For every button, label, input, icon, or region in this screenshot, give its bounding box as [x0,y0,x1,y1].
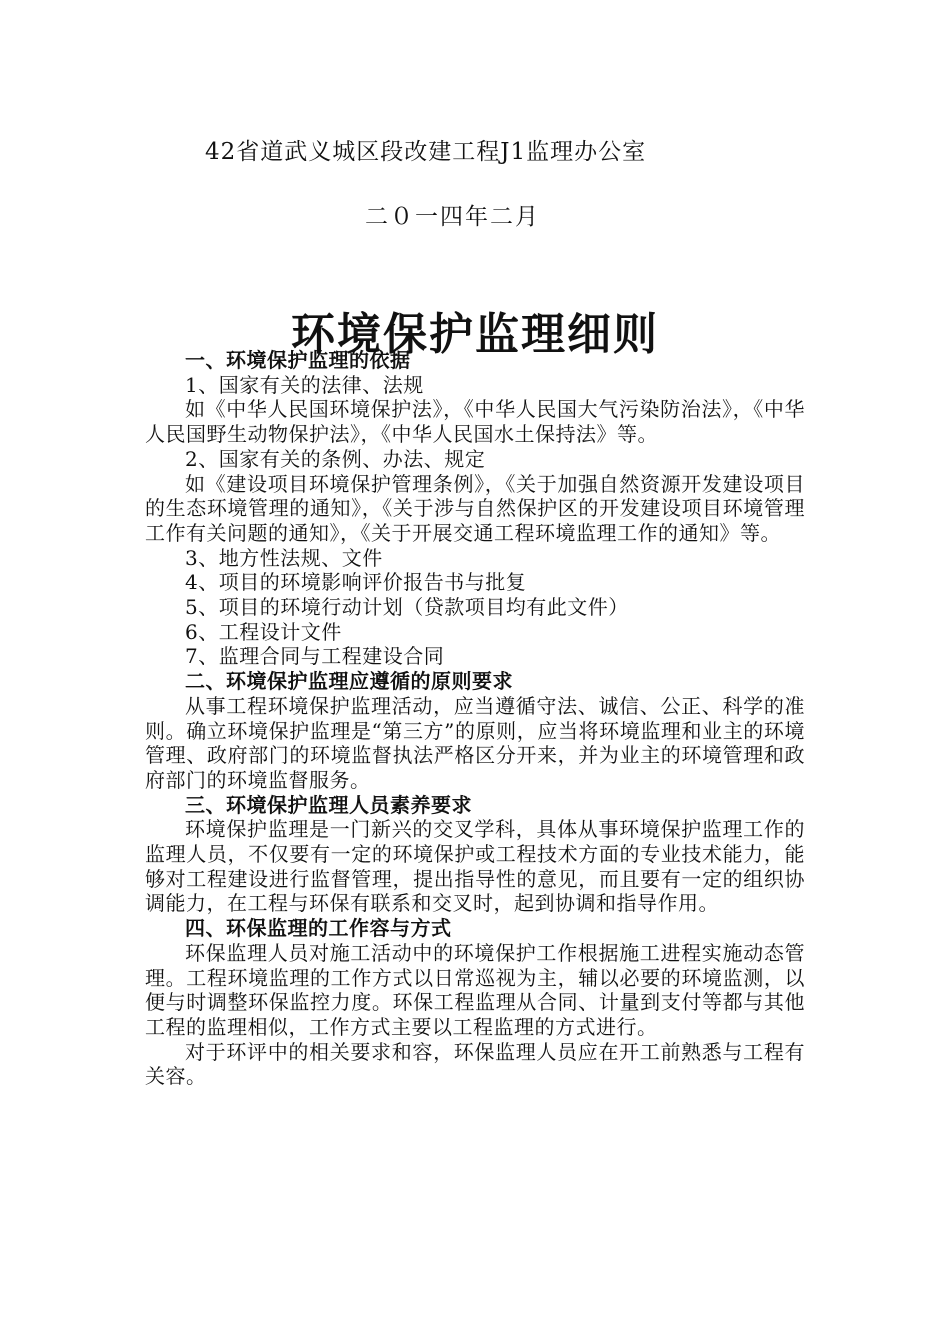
document-date: 二０一四年二月 [365,204,540,230]
document-body [145,348,805,1089]
list-item: 1、国家有关的法律、法规 [185,372,424,397]
paragraph: 如《建设项目环境保护管理条例》，《关于加强自然资源开发建设项目的生态环境管理的通知》，《关于涉与自然保护区的开发建设项目环境管理工作有关问题的通知》，《关于开展交通工程环境监理工作的通知》等。 [145,471,805,545]
list-item: 5、项目的环境行动计划（贷款项目均有此文件） [185,595,629,620]
paragraph: 从事工程环境保护监理活动，应当遵循守法、诚信、公正、科学的准则。确立环境保护监理是“第三方”的原则，应当将环境监理和业主的环境管理、政府部门的环境监督执法严格区分开来，并为业主的环境管理和政府部门的环境监督服务。 [145,693,805,792]
list-item: 4、项目的环境影响评价报告书与批复 [185,570,527,595]
document-title: 环境保护监理细则 [291,309,659,360]
paragraph: 环保监理人员对施工活动中的环境保护工作根据施工进程实施动态管理。工程环境监理的工作方式以日常巡视为主，辅以必要的环境监测，以便与时调整环保监控力度。环保工程监理从合同、计量到支付等都与其他工程的监理相似，工作方式主要以工程监理的方式进行。 [145,940,805,1039]
section-heading-3: 三、环境保护监理人员素养要求 [185,792,472,817]
list-item: 7、监理合同与工程建设合同 [185,644,445,669]
section-heading-4: 四、环保监理的工作容与方式 [185,916,452,941]
paragraph: 环境保护监理是一门新兴的交叉学科，具体从事环境保护监理工作的监理人员，不仅要有一定的环境保护或工程技术方面的专业技术能力，能够对工程建设进行监督管理，提出指导性的意见，而且要有一定的组织协调能力，在工程与环保有联系和交叉时，起到协调和指导作用。 [145,817,805,916]
office-name: 42省道武义城区段改建工程J1监理办公室 [205,139,647,165]
list-item: 2、国家有关的条例、办法、规定 [185,446,486,471]
paragraph: 对于环评中的相关要求和容，环保监理人员应在开工前熟悉与工程有关容。 [145,1039,805,1089]
section-heading-1: 一、环境保护监理的依据 [185,348,411,372]
list-item: 3、地方性法规、文件 [185,545,383,570]
list-item: 6、工程设计文件 [185,619,342,644]
paragraph: 如《中华人民国环境保护法》，《中华人民国大气污染防治法》，《中华人民国野生动物保护法》，《中华人民国水土保持法》等。 [145,397,805,447]
section-heading-2: 二、环境保护监理应遵循的原则要求 [185,669,513,694]
